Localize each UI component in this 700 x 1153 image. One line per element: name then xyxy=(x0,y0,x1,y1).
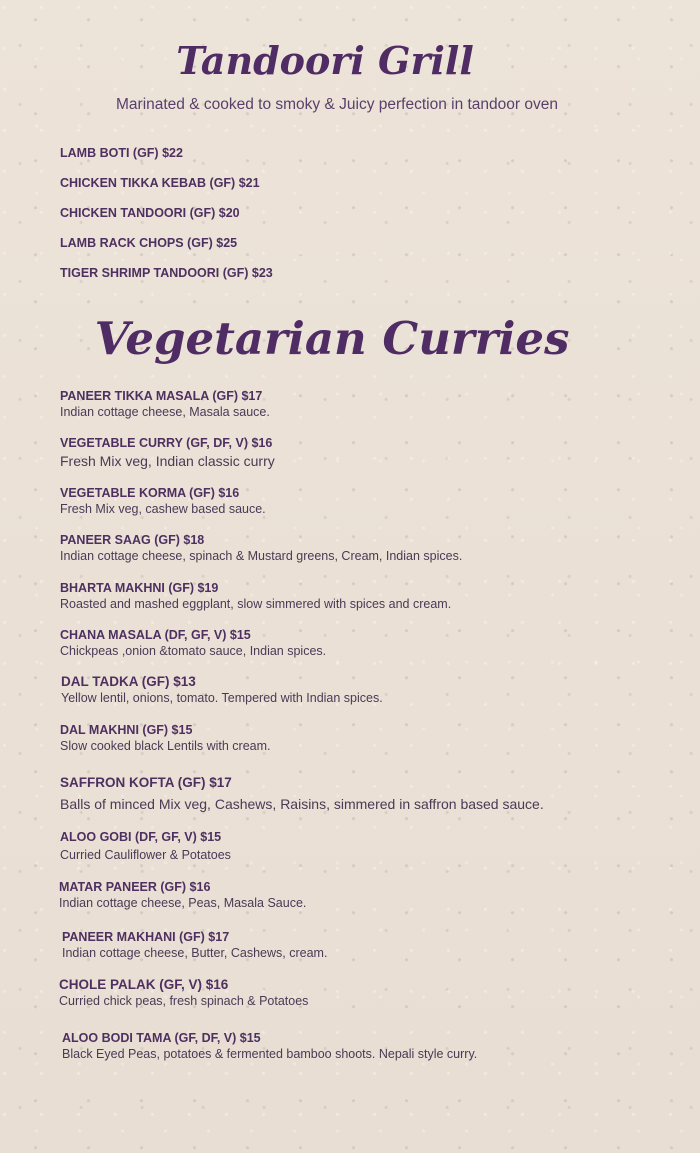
menu-item-veg xyxy=(60,775,544,812)
menu-item-name: DAL TADKA (GF) $13 xyxy=(61,674,196,689)
menu-item-veg xyxy=(60,628,326,658)
menu-item-veg xyxy=(60,533,462,563)
menu-item-name: LAMB BOTI (GF) $22 xyxy=(60,146,183,160)
menu-item-name: CHICKEN TANDOORI (GF) $20 xyxy=(60,206,240,220)
menu-item-name: BHARTA MAKHNI (GF) $19 xyxy=(60,581,219,595)
menu-item-veg xyxy=(59,880,306,910)
menu-item-veg xyxy=(60,486,266,516)
menu-item-description: Slow cooked black Lentils with cream. xyxy=(60,739,271,753)
menu-item-veg xyxy=(61,674,383,705)
menu-item-description: Curried chick peas, fresh spinach & Potatoes xyxy=(59,994,309,1008)
menu-item-description: Curried Cauliflower & Potatoes xyxy=(60,848,231,862)
menu-item-name: PANEER MAKHANI (GF) $17 xyxy=(62,930,230,944)
menu-item-veg xyxy=(62,1031,477,1061)
section-title-tandoori: Tandoori Grill xyxy=(176,38,474,83)
section-subtitle-tandoori: Marinated & cooked to smoky & Juicy perfection in tandoor oven xyxy=(116,96,558,113)
section-title-vegetarian: Vegetarian Curries xyxy=(94,312,570,365)
menu-item-name: ALOO GOBI (DF, GF, V) $15 xyxy=(60,830,222,844)
menu-item-name: TIGER SHRIMP TANDOORI (GF) $23 xyxy=(60,266,273,280)
menu-item-tandoori xyxy=(60,206,240,220)
menu-item-name: CHOLE PALAK (GF, V) $16 xyxy=(59,977,229,992)
menu-item-veg xyxy=(60,436,275,469)
menu-item-name: ALOO BODI TAMA (GF, DF, V) $15 xyxy=(62,1031,261,1045)
menu-item-tandoori xyxy=(60,236,237,250)
menu-item-name: VEGETABLE KORMA (GF) $16 xyxy=(60,486,240,500)
menu-item-veg xyxy=(59,977,308,1008)
menu-item-description: Black Eyed Peas, potatoes & fermented bamboo shoots. Nepali style curry. xyxy=(62,1047,478,1061)
menu-item-description: Indian cottage cheese, Butter, Cashews, cream. xyxy=(62,946,328,960)
menu-item-description: Indian cottage cheese, spinach & Mustard greens, Cream, Indian spices. xyxy=(60,549,463,563)
menu-item-description: Fresh Mix veg, cashew based sauce. xyxy=(60,502,266,516)
menu-item-description: Chickpeas ,onion &tomato sauce, Indian spices. xyxy=(60,644,327,658)
menu-item-veg xyxy=(60,830,231,862)
menu-item-veg xyxy=(60,581,451,611)
menu-item-tandoori xyxy=(60,266,273,280)
menu-item-description: Fresh Mix veg, Indian classic curry xyxy=(60,453,275,469)
menu-item-description: Yellow lentil, onions, tomato. Tempered with Indian spices. xyxy=(61,691,383,705)
menu-item-name: CHICKEN TIKKA KEBAB (GF) $21 xyxy=(60,176,260,190)
menu-item-description: Indian cottage cheese, Masala sauce. xyxy=(60,405,270,419)
menu-item-description: Indian cottage cheese, Peas, Masala Sauce. xyxy=(59,896,307,910)
menu-item-name: MATAR PANEER (GF) $16 xyxy=(59,880,211,894)
menu-item-tandoori xyxy=(60,176,260,190)
menu-item-name: DAL MAKHNI (GF) $15 xyxy=(60,723,193,737)
menu-item-name: LAMB RACK CHOPS (GF) $25 xyxy=(60,236,238,250)
menu-item-veg xyxy=(60,723,271,753)
menu-item-name: PANEER SAAG (GF) $18 xyxy=(60,533,205,547)
menu-item-name: SAFFRON KOFTA (GF) $17 xyxy=(60,775,232,790)
menu-item-description: Roasted and mashed eggplant, slow simmered with spices and cream. xyxy=(60,597,452,611)
menu-item-veg xyxy=(62,930,327,960)
menu-item-veg xyxy=(60,389,270,419)
menu-item-name: VEGETABLE CURRY (GF, DF, V) $16 xyxy=(60,436,273,450)
menu-item-name: PANEER TIKKA MASALA (GF) $17 xyxy=(60,389,263,403)
menu-item-description: Balls of minced Mix veg, Cashews, Raisins, simmered in saffron based sauce. xyxy=(60,796,544,812)
menu-item-name: CHANA MASALA (DF, GF, V) $15 xyxy=(60,628,251,642)
menu-item-tandoori xyxy=(60,146,183,160)
